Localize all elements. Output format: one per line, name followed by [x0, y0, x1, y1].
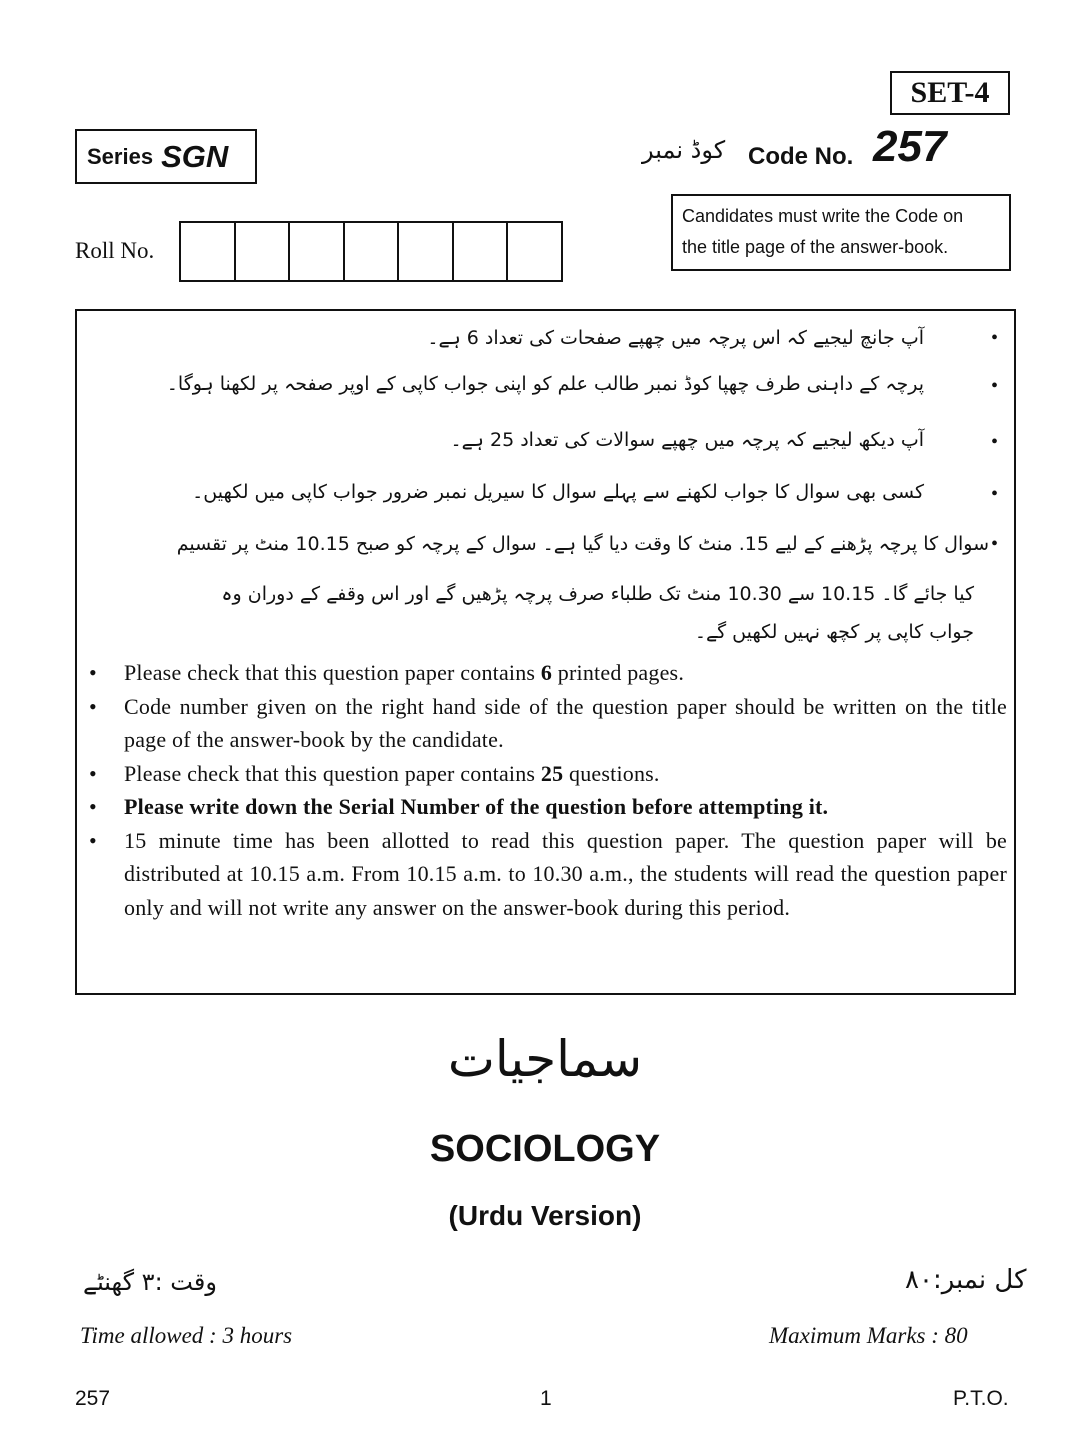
roll-digit-box[interactable]: [345, 223, 400, 280]
set-label: SET-4: [890, 71, 1010, 115]
code-note-box: [671, 194, 1011, 271]
bullet: •: [991, 431, 999, 453]
roll-digit-box[interactable]: [454, 223, 509, 280]
footer-code: 257: [75, 1387, 111, 1410]
page-number: 1: [540, 1387, 552, 1410]
roll-digit-box[interactable]: [508, 223, 563, 280]
english-instructions: [87, 656, 1007, 924]
roll-digit-box[interactable]: [399, 223, 454, 280]
marks-urdu: کل نمبر:۸۰: [905, 1265, 1027, 1295]
roll-digit-box[interactable]: [181, 223, 236, 280]
roll-digit-box[interactable]: [236, 223, 291, 280]
urdu-instruction: آپ جانچ لیجیے کہ اس پرچہ میں چھپے صفحات کی تعداد 6 ہے۔: [427, 327, 924, 349]
version-label: (Urdu Version): [448, 1200, 642, 1231]
urdu-instruction: پرچہ کے داہنی طرف چھپا کوڈ نمبر طالب علم کو اپنی جواب کاپی کے اوپر صفحہ پر لکھنا ہوگا۔: [166, 373, 924, 395]
instruction-item: • 15 minute time has been allotted to read this question paper. The question paper will be distributed at 10.15 a.m. From 10.15 a.m. to 10.30 a.m., the students will read the question paper only and will not write any answer on the answer-book during this period.: [87, 824, 1007, 925]
instruction-item: • Please check that this question paper contains 25 questions.: [87, 757, 1007, 791]
instruction-item: • Please write down the Serial Number of the question before attempting it.: [87, 790, 1007, 824]
code-label: Code No.: [748, 143, 854, 170]
urdu-instruction: کیا جائے گا۔ 10.15 سے 10.30 منٹ تک طلباء صرف پرچہ پڑھیں گے اور اس وقفے کے دوران وہ: [221, 583, 974, 605]
time-urdu: وقت :۳ گھنٹے: [83, 1268, 217, 1296]
roll-number-grid[interactable]: [179, 221, 563, 282]
code-note-line: the title page of the answer-book.: [682, 237, 949, 257]
subject-title: SOCIOLOGY: [429, 1128, 661, 1170]
series-value: SGN: [161, 138, 229, 174]
instructions-box: [75, 309, 1016, 995]
urdu-instruction: سوال کا پرچہ پڑھنے کے لیے 15. منٹ کا وقت دیا گیا ہے۔ سوال کے پرچہ کو صبح 10.15 منٹ پر تقسیم: [176, 533, 989, 555]
bullet: •: [991, 375, 999, 397]
urdu-instruction: کسی بھی سوال کا جواب لکھنے سے پہلے سوال کا سیریل نمبر ضرور جواب کاپی میں لکھیں۔: [192, 481, 924, 503]
instruction-item: • Please check that this question paper contains 6 printed pages.: [87, 656, 1007, 690]
urdu-instruction: آپ دیکھ لیجیے کہ پرچہ میں چھپے سوالات کی تعداد 25 ہے۔: [450, 429, 924, 451]
code-value: 257: [873, 122, 947, 171]
maximum-marks: Maximum Marks : 80: [769, 1323, 968, 1348]
series-box: [75, 129, 257, 184]
bullet: •: [991, 483, 999, 505]
urdu-instruction: جواب کاپی پر کچھ نہیں لکھیں گے۔: [694, 621, 974, 643]
pto-label: P.T.O.: [953, 1387, 1009, 1410]
bullet: •: [991, 533, 999, 555]
subject-title-urdu: سماجیات: [447, 1030, 643, 1088]
time-allowed: Time allowed : 3 hours: [80, 1323, 293, 1348]
instruction-item: • Code number given on the right hand side of the question paper should be written on the title page of the answer-book by the candidate.: [87, 690, 1007, 757]
code-urdu-label: کوڈ نمبر: [642, 136, 726, 164]
roll-label: Roll No.: [75, 238, 155, 263]
series-label: Series: [87, 143, 154, 169]
bullet: •: [991, 327, 999, 349]
code-note-line: Candidates must write the Code on: [682, 206, 964, 226]
roll-digit-box[interactable]: [290, 223, 345, 280]
